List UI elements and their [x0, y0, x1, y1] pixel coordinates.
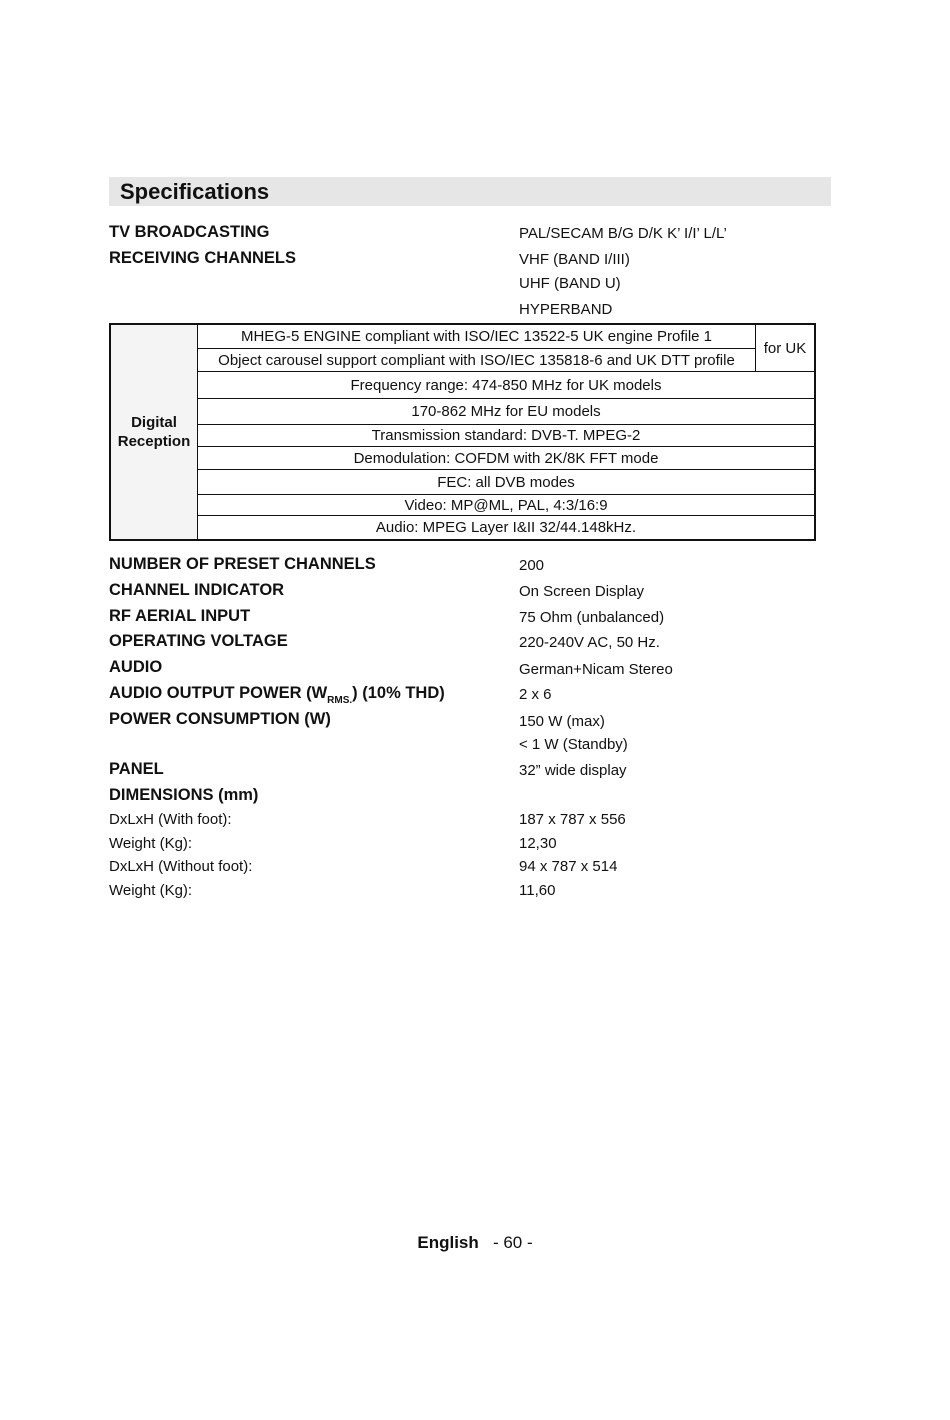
table-row: Frequency range: 474-850 MHz for UK models — [198, 372, 814, 399]
spec-value-vhf: VHF (BAND I/III) — [519, 251, 630, 268]
dim-label-weight-without-foot: Weight (Kg): — [109, 882, 193, 899]
page-footer — [0, 1233, 950, 1253]
spec-label-audio-output-power — [109, 684, 445, 706]
spec-value-audio: German+Nicam Stereo — [519, 661, 673, 678]
spec-value-power-max: 150 W (max) — [519, 713, 605, 730]
spec-value-preset-channels: 200 — [519, 557, 545, 574]
label-subscript: RMS. — [327, 695, 353, 706]
spec-value-panel: 32” wide display — [519, 762, 627, 779]
digital-reception-header: Digital Reception — [111, 325, 198, 539]
dim-value-without-foot: 94 x 787 x 514 — [519, 858, 618, 875]
table-row: Object carousel support compliant with ISO/IEC 135818-6 and UK DTT profile — [198, 349, 755, 372]
dim-value-weight-without-foot: 11,60 — [519, 882, 556, 899]
spec-label-tv-broadcasting: TV BROADCASTING — [109, 223, 270, 241]
spec-value-audio-output-power: 2 x 6 — [519, 686, 552, 703]
spec-label-rf-aerial-input: RF AERIAL INPUT — [109, 607, 251, 625]
spec-value-tv-broadcasting: PAL/SECAM B/G D/K K’ I/I’ L/L’ — [519, 225, 727, 242]
spec-label-channel-indicator: CHANNEL INDICATOR — [109, 581, 285, 599]
label-part: ) (10% THD) — [352, 684, 445, 702]
label-part: AUDIO OUTPUT POWER (W — [109, 684, 328, 702]
spec-value-operating-voltage: 220-240V AC, 50 Hz. — [519, 634, 660, 651]
footer-language: English — [417, 1233, 479, 1252]
spec-value-hyperband: HYPERBAND — [519, 301, 613, 318]
spec-label-dimensions: DIMENSIONS (mm) — [109, 786, 259, 804]
spec-value-rf-aerial-input: 75 Ohm (unbalanced) — [519, 609, 665, 626]
spec-label-audio: AUDIO — [109, 658, 163, 676]
footer-page-number: - 60 - — [492, 1233, 533, 1252]
dim-label-with-foot: DxLxH (With foot): — [109, 811, 232, 828]
spec-label-panel: PANEL — [109, 760, 164, 778]
page-title: Specifications — [120, 179, 270, 204]
dim-value-weight-with-foot: 12,30 — [519, 835, 557, 852]
spec-label-operating-voltage: OPERATING VOLTAGE — [109, 632, 288, 650]
digital-reception-table — [109, 323, 816, 541]
table-row: Audio: MPEG Layer I&II 32/44.148kHz. — [375, 519, 637, 536]
table-row: 170-862 MHz for EU models — [198, 399, 814, 425]
table-row: MHEG-5 ENGINE compliant with ISO/IEC 13522-5 UK engine Profile 1 — [198, 325, 755, 349]
table-row: FEC: all DVB modes — [198, 470, 814, 495]
spec-value-uhf: UHF (BAND U) — [519, 275, 621, 292]
spec-value-power-standby: < 1 W (Standby) — [519, 736, 628, 753]
spec-label-preset-channels: NUMBER OF PRESET CHANNELS — [109, 555, 376, 573]
table-row: Transmission standard: DVB-T. MPEG-2 — [198, 425, 814, 447]
dim-value-with-foot: 187 x 787 x 556 — [519, 811, 626, 828]
table-row: Video: MP@ML, PAL, 4:3/16:9 — [198, 495, 814, 516]
spec-label-receiving-channels: RECEIVING CHANNELS — [109, 249, 297, 267]
dim-label-without-foot: DxLxH (Without foot): — [109, 858, 253, 875]
for-uk-cell: for UK — [755, 325, 814, 372]
spec-value-channel-indicator: On Screen Display — [519, 583, 645, 600]
dim-label-weight-with-foot: Weight (Kg): — [109, 835, 193, 852]
table-row: Demodulation: COFDM with 2K/8K FFT mode — [198, 447, 814, 470]
spec-label-power-consumption: POWER CONSUMPTION (W) — [109, 710, 331, 728]
